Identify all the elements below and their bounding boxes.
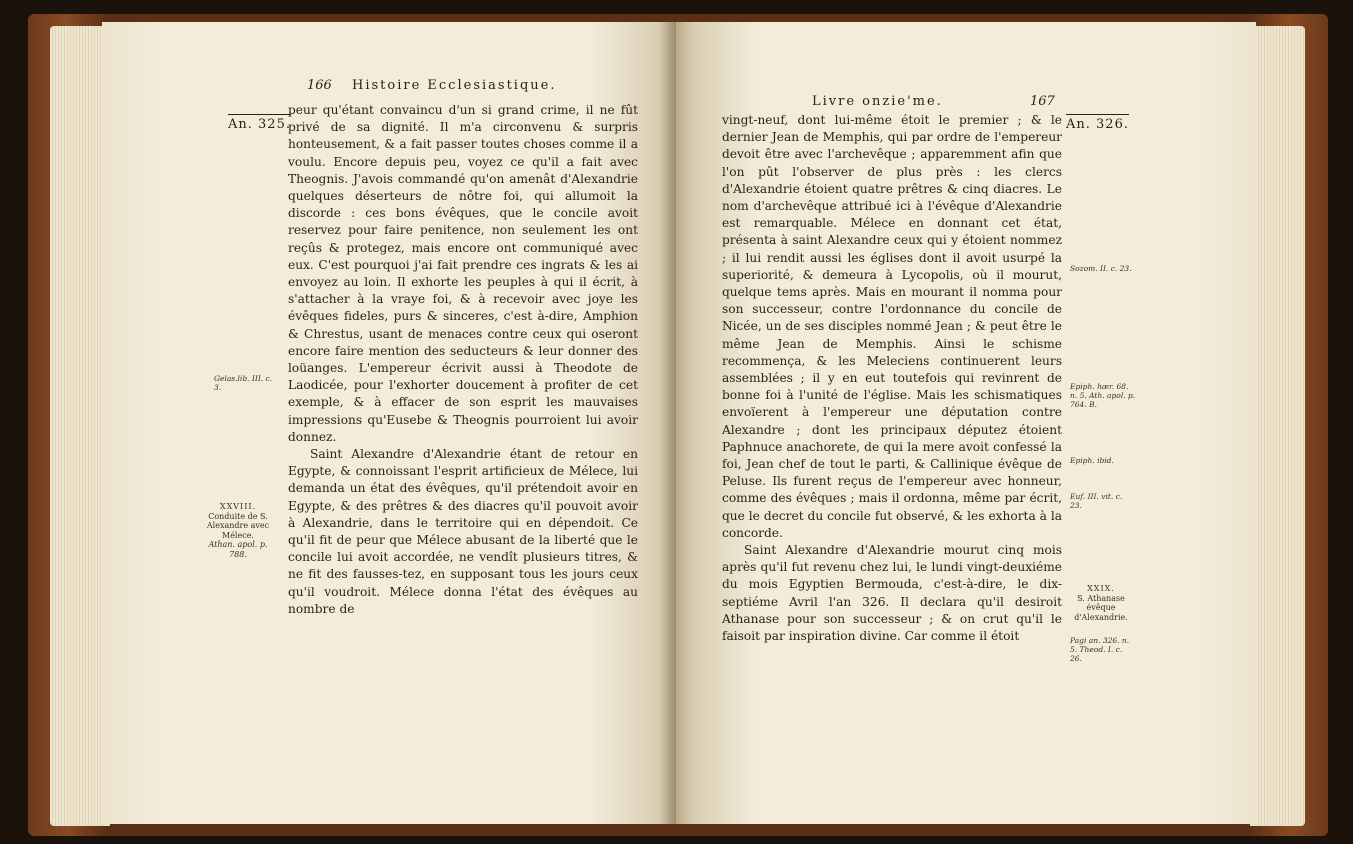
paragraph: Saint Alexandre d'Alexandrie mourut cinq mois après qu'il fut revenu chez lui, le lundi vingt-deuxiéme du mois Egyptien Bermouda, c'est-à-dire, le dix-septiéme Avril l'an 326. Il declara qu'il desiroit Athanase pour son successeur ; & on crut qu'il le faisoit par inspiration divine. Car comme il étoit [722,543,1062,644]
left-page [102,22,676,824]
margin-note-euseb: Euf. III. vit. c. 23. [1070,492,1123,510]
running-head: Livre onzie'me. [812,94,943,109]
page-number: 167 [1030,94,1055,109]
paragraph: vingt-neuf, dont lui-même étoit le premier ; & le dernier Jean de Memphis, qui par ordre de l'empereur devoit être avec l'archevêque ; apparemment afin que l'on pût l'observer de plus près : les clercs d'Alexandrie étoient quatre prêtres & cinq diacres. Le nom d'archevêque attribué ici à l'évêque d'Alexandrie est remarquable. Mélece en donnant cet état, présenta à saint Alexandre ceux qui y étoient nommez ; il lui rendit aussi les églises dont il avoit usurpé la superiorité, & demeura à Lycopolis, où il mourut, quelque tems après. Mais en mourant il nomma pour son successeur, contre l'ordonnance du concile de Nicée, un de ses disciples nommé Jean ; & peut être le même Jean de Memphis. Ainsi le schisme recommença, & les Meleciens continuerent leurs assemblées ; il y en eut toutefois qui revinrent de bonne foi à l'unité de l'église. Mais les schismatiques envoïerent à l'empereur une députation contre Alexandre ; dont les principaux députez étoient Paphnuce anachorete, de qui la mere avoit confessé la foi, Jean chef de tout le parti, & Callinique évêque de Peluse. Ils furent reçus de l'empereur avec honneur, comme des évêques ; mais il ordonna, même par écrit, que le decret du concile fut observé, & les exhorta à la concorde. [722,113,1062,540]
section-title: Conduite de S. Alexandre avec Mélece. [206,511,270,540]
page-number: 166 [307,78,332,93]
section-title: S. Athanase évêque d'Alexandrie. [1074,593,1128,622]
margin-note-sozom: Sozom. II. c. 23. [1070,264,1132,273]
page-edges-right [1250,26,1305,826]
paragraph: peur qu'étant convaincu d'un si grand crime, il ne fût privé de sa dignité. Il m'a circonvenu & surpris honteusement, & a fait passer toutes choses comme il a voulu. Encore depuis peu, voyez ce qu'il a fait avec Theognis. J'avois commandé qu'on amenât d'Alexandrie quelques déserteurs de nôtre foi, qui allumoit la discorde : ces bons évêques, que le concile avoit reservez pour faire penitence, non seulement les ont reçûs & protegez, mais encore ont communiqué avec eux. C'est pourquoi j'ai fait prendre ces ingrats & les ai envoyez au loin. Il exhorte les peuples à qui il écrit, à s'attacher à la vraye foi, & à recevoir avec joye les évêques fideles, purs & sinceres, c'est à-dire, Amphion & Chrestus, usant de menaces contre ceux qui oseront encore faire mention des seducteurs & leur donner des loüanges. L'empereur écrivit aussi à Theodote de Laodicée, pour l'exhorter doucement à profiter de cet exemple, & à effacer de son esprit les mauvaises impressions qu'Eusebe & Theognis pourroient lui avoir donnez. [288,103,638,444]
margin-section [202,502,274,559]
section-number: XXVIII. [219,502,257,511]
paragraph: Saint Alexandre d'Alexandrie étant de retour en Egypte, & connoissant l'esprit artificieux de Mélece, lui demanda un état des évêques, qu'il prétendoit avoir en Egypte, & des prêtres & des diacres qu'il pouvoit avoir à Alexandrie, dans le territoire qui en dépendoit. Ce qu'il fit de peur que Mélece abusant de la liberté que le concile lui avoit accordée, ne vendît plusieurs titres, & ne fit des fausses-tez, en supposant tous les jours ceux qu'il voudroit. Mélece donna l'état des évêques au nombre de [288,447,638,616]
running-head: Histoire Ecclesiastique. [352,78,557,93]
margin-note-epiph-ibid: Epiph. ibid. [1070,456,1114,465]
margin-note-epiph: Epiph. hær. 68. n. 5. Ath. apol. p. 764. B. [1070,382,1136,409]
right-page [676,22,1256,824]
section-ref: Athan. apol. p. 788. [208,540,268,559]
section-number: XXIX. [1087,584,1115,593]
year-marker: An. 326. [1066,114,1129,132]
right-body-text [722,112,1062,645]
year-marker: An. 325. [228,114,291,132]
margin-note-pagi: Pagi an. 326. n. 5. Theod. I. c. 26. [1070,636,1130,663]
page-edges-left [50,26,110,826]
left-body-text [288,102,638,618]
margin-section [1066,584,1136,622]
margin-note-gelasius: Gelas.lib. III. c. 3. [214,374,273,392]
